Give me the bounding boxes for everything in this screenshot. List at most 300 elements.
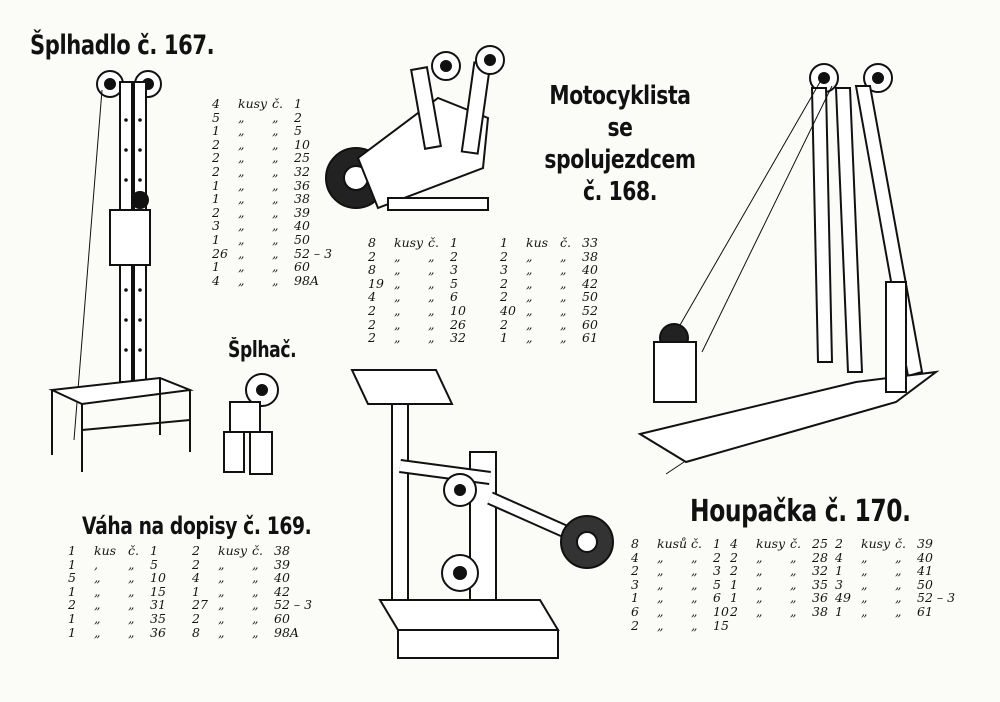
part-number-mark: „ bbox=[790, 590, 797, 606]
part-number-mark: „ bbox=[428, 316, 435, 332]
parts-row bbox=[835, 578, 961, 592]
part-number: 52 bbox=[582, 302, 598, 318]
part-number-mark: „ bbox=[790, 549, 797, 565]
climber-figure bbox=[218, 370, 288, 480]
part-number-mark: „ bbox=[252, 583, 259, 599]
parts-row bbox=[500, 263, 626, 277]
part-number-mark: „ bbox=[790, 563, 797, 579]
part-number-mark: „ bbox=[272, 177, 279, 193]
parts-row bbox=[368, 277, 494, 291]
part-quantity: 1 bbox=[500, 330, 508, 346]
part-number-mark: č. bbox=[428, 235, 439, 250]
parts-list-vaha-right bbox=[192, 544, 318, 639]
part-quantity: 3 bbox=[631, 576, 639, 592]
part-quantity: 26 bbox=[212, 245, 228, 261]
part-number-mark: „ bbox=[272, 272, 279, 288]
part-number: 28 bbox=[812, 549, 828, 565]
parts-row bbox=[68, 585, 194, 599]
part-unit: „ bbox=[861, 563, 868, 579]
part-number-mark: „ bbox=[428, 248, 435, 264]
part-number-mark: č. bbox=[252, 543, 263, 558]
part-number: 10 bbox=[294, 136, 310, 152]
part-number-mark: č. bbox=[128, 543, 139, 558]
part-unit: „ bbox=[657, 563, 664, 579]
part-unit: „ bbox=[526, 275, 533, 291]
part-number-mark: „ bbox=[272, 204, 279, 220]
parts-row bbox=[500, 250, 626, 264]
parts-row bbox=[212, 274, 338, 288]
part-quantity: 4 bbox=[212, 96, 220, 111]
part-unit: „ bbox=[238, 163, 245, 179]
part-number-mark: „ bbox=[560, 316, 567, 332]
part-number: 3 bbox=[450, 262, 458, 278]
parts-row bbox=[368, 263, 494, 277]
part-unit: „ bbox=[94, 583, 101, 599]
part-quantity: 2 bbox=[500, 275, 508, 291]
part-number: 40 bbox=[582, 262, 598, 278]
part-unit: „ bbox=[218, 583, 225, 599]
title-motocyklista-line3: č. 168. bbox=[582, 177, 658, 207]
part-quantity: 4 bbox=[192, 570, 200, 586]
part-number-mark: „ bbox=[272, 231, 279, 247]
part-number-mark: č. bbox=[560, 235, 571, 250]
part-unit: „ bbox=[657, 617, 664, 633]
part-quantity: 2 bbox=[368, 330, 376, 346]
swing-figure bbox=[636, 42, 942, 482]
parts-list-houpacka-col3 bbox=[835, 537, 961, 619]
parts-row bbox=[192, 612, 318, 626]
parts-row bbox=[192, 571, 318, 585]
part-number-mark: č. bbox=[691, 536, 702, 551]
part-unit: „ bbox=[657, 603, 664, 619]
part-quantity: 4 bbox=[835, 549, 843, 565]
part-quantity: 2 bbox=[730, 549, 738, 565]
part-number-mark: „ bbox=[272, 136, 279, 152]
part-quantity: 3 bbox=[835, 576, 843, 592]
part-number-mark: „ bbox=[428, 262, 435, 278]
title-splhac: Šplhač. bbox=[228, 338, 297, 363]
part-number: 38 bbox=[812, 603, 828, 619]
part-quantity: 8 bbox=[192, 624, 200, 640]
parts-row bbox=[192, 558, 318, 572]
part-unit: „ bbox=[657, 576, 664, 592]
part-quantity: 3 bbox=[212, 218, 220, 234]
title-houpacka: Houpačka č. 170. bbox=[690, 494, 911, 529]
part-quantity: 1 bbox=[835, 563, 843, 579]
part-number: 38 bbox=[294, 191, 310, 207]
part-number: 98A bbox=[274, 624, 299, 640]
part-number: 40 bbox=[917, 549, 933, 565]
part-quantity: 1 bbox=[835, 603, 843, 619]
parts-list-vaha-left bbox=[68, 544, 194, 639]
parts-row bbox=[500, 318, 626, 332]
part-unit: „ bbox=[526, 316, 533, 332]
part-quantity: 1 bbox=[68, 543, 76, 558]
part-number: 39 bbox=[917, 536, 933, 551]
part-number-mark: „ bbox=[790, 603, 797, 619]
parts-row bbox=[368, 318, 494, 332]
part-number-mark: „ bbox=[691, 603, 698, 619]
part-quantity: 2 bbox=[730, 563, 738, 579]
part-unit: kusů bbox=[657, 536, 688, 551]
part-unit: „ bbox=[238, 272, 245, 288]
part-quantity: 2 bbox=[192, 556, 200, 572]
part-unit: kus bbox=[526, 235, 549, 250]
part-number: 36 bbox=[150, 624, 166, 640]
part-unit: kusy bbox=[238, 96, 268, 111]
part-unit: „ bbox=[756, 549, 763, 565]
part-number-mark: „ bbox=[691, 590, 698, 606]
part-unit: kusy bbox=[394, 235, 424, 250]
part-number-mark: „ bbox=[895, 576, 902, 592]
part-number-mark: „ bbox=[428, 275, 435, 291]
part-unit: „ bbox=[218, 610, 225, 626]
part-unit: „ bbox=[238, 123, 245, 139]
part-number: 6 bbox=[450, 289, 458, 305]
part-quantity: 1 bbox=[631, 590, 639, 606]
part-number: 35 bbox=[812, 576, 828, 592]
part-number: 42 bbox=[582, 275, 598, 291]
part-unit: „ bbox=[861, 603, 868, 619]
parts-row bbox=[192, 598, 318, 612]
part-number-mark: „ bbox=[560, 289, 567, 305]
parts-row bbox=[500, 277, 626, 291]
part-unit: kusy bbox=[218, 543, 248, 558]
part-quantity: 2 bbox=[368, 302, 376, 318]
part-number-mark: „ bbox=[428, 330, 435, 346]
parts-row bbox=[192, 544, 318, 558]
part-number: 36 bbox=[812, 590, 828, 606]
part-number: 15 bbox=[713, 617, 729, 633]
part-number-mark: „ bbox=[790, 576, 797, 592]
parts-row bbox=[212, 233, 338, 247]
part-number: 35 bbox=[150, 610, 166, 626]
parts-row bbox=[368, 236, 494, 250]
part-quantity: 2 bbox=[500, 316, 508, 332]
part-number: 2 bbox=[294, 109, 302, 125]
part-quantity: 27 bbox=[192, 597, 208, 613]
part-quantity: 8 bbox=[368, 235, 376, 250]
part-number: 50 bbox=[917, 576, 933, 592]
part-number: 2 bbox=[450, 248, 458, 264]
part-quantity: 40 bbox=[500, 302, 516, 318]
part-unit: „ bbox=[238, 231, 245, 247]
part-quantity: 4 bbox=[730, 536, 738, 551]
part-number: 6 bbox=[713, 590, 721, 606]
part-quantity: 2 bbox=[500, 289, 508, 305]
title-splhadlo: Šplhadlo č. 167. bbox=[30, 30, 215, 61]
part-number-mark: „ bbox=[691, 617, 698, 633]
title-motocyklista-line2: se spolujezdcem bbox=[544, 113, 696, 175]
part-number: 26 bbox=[450, 316, 466, 332]
part-quantity: 4 bbox=[368, 289, 376, 305]
part-unit: „ bbox=[756, 603, 763, 619]
part-unit: „ bbox=[394, 275, 401, 291]
part-number-mark: „ bbox=[560, 302, 567, 318]
part-unit: „ bbox=[526, 289, 533, 305]
part-quantity: 4 bbox=[212, 272, 220, 288]
part-quantity: 1 bbox=[212, 231, 220, 247]
parts-row bbox=[835, 537, 961, 551]
parts-row bbox=[500, 331, 626, 345]
part-number: 60 bbox=[274, 610, 290, 626]
part-unit: „ bbox=[238, 109, 245, 125]
part-number: 5 bbox=[713, 576, 721, 592]
part-number: 2 bbox=[713, 549, 721, 565]
title-motocyklista-line1: Motocyklista bbox=[549, 81, 691, 111]
part-number: 61 bbox=[917, 603, 933, 619]
parts-row bbox=[68, 571, 194, 585]
part-number: 39 bbox=[274, 556, 290, 572]
part-unit: „ bbox=[238, 191, 245, 207]
part-number-mark: „ bbox=[560, 248, 567, 264]
part-quantity: 2 bbox=[212, 136, 220, 152]
part-unit: „ bbox=[94, 624, 101, 640]
part-quantity: 1 bbox=[212, 177, 220, 193]
part-quantity: 1 bbox=[212, 191, 220, 207]
part-unit: „ bbox=[218, 624, 225, 640]
part-number: 60 bbox=[294, 259, 310, 275]
part-unit: „ bbox=[238, 204, 245, 220]
part-number: 40 bbox=[294, 218, 310, 234]
part-number-mark: č. bbox=[272, 96, 283, 111]
parts-row bbox=[212, 247, 338, 261]
part-quantity: 5 bbox=[212, 109, 220, 125]
parts-row bbox=[68, 626, 194, 640]
title-vaha: Váha na dopisy č. 169. bbox=[82, 512, 312, 540]
part-quantity: 2 bbox=[192, 610, 200, 626]
part-unit: „ bbox=[526, 262, 533, 278]
part-number-mark: „ bbox=[128, 583, 135, 599]
part-unit: „ bbox=[756, 576, 763, 592]
part-quantity: 2 bbox=[192, 543, 200, 558]
part-unit: „ bbox=[238, 177, 245, 193]
part-number: 42 bbox=[274, 583, 290, 599]
part-unit: „ bbox=[394, 289, 401, 305]
part-unit: „ bbox=[861, 590, 868, 606]
part-number-mark: „ bbox=[691, 549, 698, 565]
part-number: 10 bbox=[713, 603, 729, 619]
part-quantity: 6 bbox=[631, 603, 639, 619]
part-number-mark: „ bbox=[895, 603, 902, 619]
parts-row bbox=[631, 619, 757, 633]
part-number-mark: „ bbox=[272, 259, 279, 275]
part-quantity: 1 bbox=[212, 259, 220, 275]
parts-row bbox=[835, 591, 961, 605]
part-number-mark: „ bbox=[252, 624, 259, 640]
part-number: 1 bbox=[713, 536, 721, 551]
part-number-mark: „ bbox=[560, 330, 567, 346]
part-number-mark: „ bbox=[272, 150, 279, 166]
part-number: 10 bbox=[150, 570, 166, 586]
part-number-mark: „ bbox=[691, 576, 698, 592]
part-unit: „ bbox=[657, 549, 664, 565]
parts-row bbox=[368, 304, 494, 318]
part-quantity: 2 bbox=[368, 248, 376, 264]
parts-row bbox=[835, 551, 961, 565]
part-number: 36 bbox=[294, 177, 310, 193]
part-unit: „ bbox=[218, 597, 225, 613]
part-number: 52 – 3 bbox=[294, 245, 333, 261]
part-quantity: 2 bbox=[368, 316, 376, 332]
part-number: 61 bbox=[582, 330, 598, 346]
part-number: 5 bbox=[150, 556, 158, 572]
part-quantity: 2 bbox=[212, 204, 220, 220]
part-quantity: 49 bbox=[835, 590, 851, 606]
part-unit: „ bbox=[394, 262, 401, 278]
tower-climber-figure bbox=[40, 60, 200, 480]
part-unit: „ bbox=[657, 590, 664, 606]
parts-row bbox=[68, 544, 194, 558]
part-quantity: 1 bbox=[212, 123, 220, 139]
part-number: 5 bbox=[450, 275, 458, 291]
part-number-mark: č. bbox=[790, 536, 801, 551]
parts-row bbox=[500, 236, 626, 250]
part-unit: „ bbox=[394, 302, 401, 318]
part-number-mark: „ bbox=[128, 610, 135, 626]
part-quantity: 1 bbox=[68, 583, 76, 599]
part-number-mark: „ bbox=[895, 590, 902, 606]
part-quantity: 2 bbox=[212, 163, 220, 179]
part-unit: „ bbox=[861, 549, 868, 565]
part-unit: „ bbox=[526, 330, 533, 346]
part-quantity: 2 bbox=[835, 536, 843, 551]
part-unit: „ bbox=[238, 218, 245, 234]
motorcycle-figure bbox=[318, 38, 528, 228]
parts-row bbox=[212, 260, 338, 274]
parts-row bbox=[68, 598, 194, 612]
part-quantity: 5 bbox=[68, 570, 76, 586]
part-quantity: 1 bbox=[500, 235, 508, 250]
parts-row bbox=[68, 612, 194, 626]
part-quantity: 8 bbox=[368, 262, 376, 278]
part-unit: „ bbox=[238, 150, 245, 166]
part-unit: , bbox=[94, 556, 98, 572]
parts-list-motocyklista-left bbox=[368, 236, 494, 345]
parts-row bbox=[500, 304, 626, 318]
part-number: 38 bbox=[274, 543, 290, 558]
part-number: 50 bbox=[582, 289, 598, 305]
part-number: 1 bbox=[450, 235, 458, 250]
part-unit: „ bbox=[94, 610, 101, 626]
part-quantity: 2 bbox=[631, 617, 639, 633]
part-number-mark: „ bbox=[252, 556, 259, 572]
part-number: 3 bbox=[713, 563, 721, 579]
part-number: 31 bbox=[150, 597, 166, 613]
part-quantity: 1 bbox=[68, 556, 76, 572]
parts-row bbox=[192, 585, 318, 599]
part-quantity: 4 bbox=[631, 549, 639, 565]
part-number: 1 bbox=[150, 543, 158, 558]
part-number-mark: „ bbox=[895, 563, 902, 579]
parts-row bbox=[500, 290, 626, 304]
part-unit: kus bbox=[94, 543, 117, 558]
part-number-mark: „ bbox=[252, 570, 259, 586]
part-number: 25 bbox=[812, 536, 828, 551]
part-quantity: 3 bbox=[500, 262, 508, 278]
part-unit: kusy bbox=[861, 536, 891, 551]
part-number: 52 – 3 bbox=[917, 590, 956, 606]
part-number: 40 bbox=[274, 570, 290, 586]
part-number: 52 – 3 bbox=[274, 597, 313, 613]
part-number-mark: „ bbox=[128, 624, 135, 640]
parts-row bbox=[835, 564, 961, 578]
part-unit: „ bbox=[394, 248, 401, 264]
part-unit: „ bbox=[238, 136, 245, 152]
part-number-mark: „ bbox=[272, 191, 279, 207]
parts-list-motocyklista-right bbox=[500, 236, 626, 345]
part-number: 1 bbox=[294, 96, 302, 111]
part-quantity: 2 bbox=[500, 248, 508, 264]
part-number: 32 bbox=[450, 330, 466, 346]
part-number-mark: „ bbox=[128, 556, 135, 572]
parts-row bbox=[835, 605, 961, 619]
parts-row bbox=[368, 290, 494, 304]
part-number-mark: č. bbox=[895, 536, 906, 551]
part-quantity: 19 bbox=[368, 275, 384, 291]
part-quantity: 2 bbox=[631, 563, 639, 579]
part-unit: „ bbox=[238, 259, 245, 275]
part-number-mark: „ bbox=[252, 610, 259, 626]
part-number-mark: „ bbox=[128, 570, 135, 586]
part-unit: „ bbox=[526, 302, 533, 318]
parts-row bbox=[368, 250, 494, 264]
part-unit: „ bbox=[394, 316, 401, 332]
part-number-mark: „ bbox=[272, 109, 279, 125]
part-quantity: 2 bbox=[730, 603, 738, 619]
part-number: 25 bbox=[294, 150, 310, 166]
part-number-mark: „ bbox=[428, 302, 435, 318]
parts-row bbox=[192, 626, 318, 640]
part-quantity: 1 bbox=[730, 576, 738, 592]
part-unit: „ bbox=[218, 556, 225, 572]
part-quantity: 1 bbox=[68, 610, 76, 626]
part-quantity: 1 bbox=[192, 583, 200, 599]
part-unit: „ bbox=[218, 570, 225, 586]
part-number: 5 bbox=[294, 123, 302, 139]
part-number-mark: „ bbox=[428, 289, 435, 305]
part-unit: „ bbox=[94, 570, 101, 586]
part-number: 98A bbox=[294, 272, 319, 288]
part-unit: „ bbox=[756, 590, 763, 606]
part-quantity: 2 bbox=[68, 597, 76, 613]
part-number: 41 bbox=[917, 563, 933, 579]
part-unit: „ bbox=[861, 576, 868, 592]
part-number: 15 bbox=[150, 583, 166, 599]
part-unit: kusy bbox=[756, 536, 786, 551]
part-number-mark: „ bbox=[252, 597, 259, 613]
part-number-mark: „ bbox=[272, 245, 279, 261]
part-number: 60 bbox=[582, 316, 598, 332]
parts-row bbox=[368, 331, 494, 345]
part-number-mark: „ bbox=[272, 163, 279, 179]
part-number-mark: „ bbox=[895, 549, 902, 565]
part-number: 32 bbox=[812, 563, 828, 579]
part-unit: „ bbox=[94, 597, 101, 613]
part-number: 32 bbox=[294, 163, 310, 179]
part-quantity: 1 bbox=[68, 624, 76, 640]
part-number-mark: „ bbox=[691, 563, 698, 579]
part-quantity: 1 bbox=[730, 590, 738, 606]
part-number-mark: „ bbox=[272, 218, 279, 234]
part-number: 10 bbox=[450, 302, 466, 318]
parts-row bbox=[68, 558, 194, 572]
part-number-mark: „ bbox=[272, 123, 279, 139]
part-quantity: 8 bbox=[631, 536, 639, 551]
letter-scale-figure bbox=[340, 368, 610, 663]
part-number: 39 bbox=[294, 204, 310, 220]
part-unit: „ bbox=[526, 248, 533, 264]
